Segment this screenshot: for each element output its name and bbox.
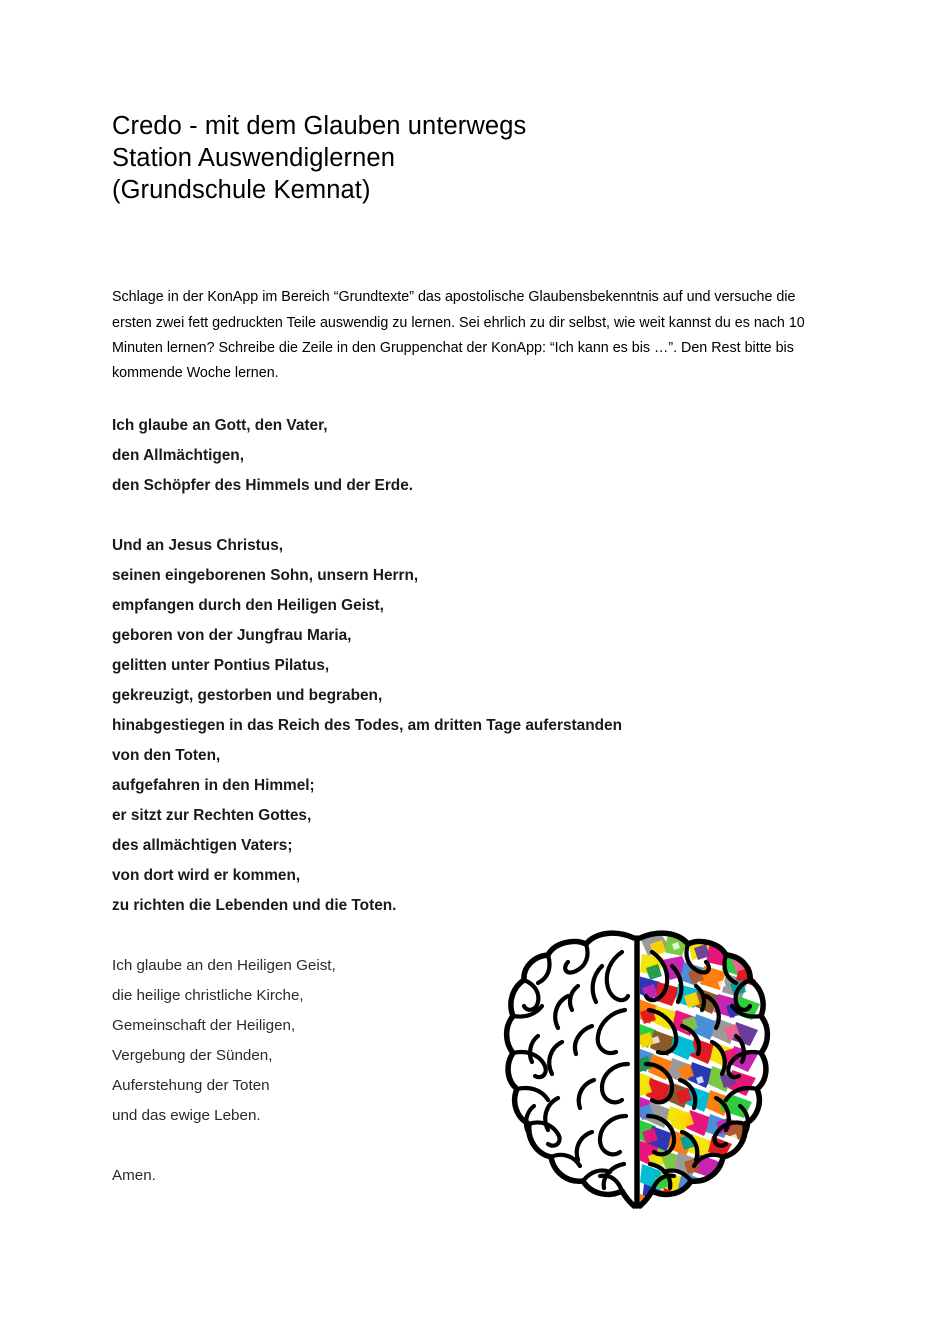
title-line-1: Credo - mit dem Glauben unterwegs [112, 112, 527, 140]
creed-line: Ich glaube an den Heiligen Geist, [112, 957, 336, 974]
creed-line: die heilige christliche Kirche, [112, 987, 304, 1004]
creed-line: von den Toten, [112, 747, 221, 764]
creed-line: Amen. [112, 1167, 156, 1184]
creed-line: von dort wird er kommen, [112, 867, 301, 884]
creed-line: zu richten die Lebenden und die Toten. [112, 897, 397, 914]
creed-line: gekreuzigt, gestorben und begraben, [112, 687, 383, 704]
creed-line: geboren von der Jungfrau Maria, [112, 627, 352, 644]
brain-hemispheres-illustration [482, 926, 792, 1218]
creed-line: Ich glaube an Gott, den Vater, [112, 417, 328, 434]
creed-line: hinabgestiegen in das Reich des Todes, am dritten Tage auferstanden [112, 717, 622, 734]
creed-line: den Schöpfer des Himmels und der Erde. [112, 477, 414, 494]
creed-line: gelitten unter Pontius Pilatus, [112, 657, 330, 674]
title-line-2: Station Auswendiglernen [112, 144, 395, 172]
title-line-3: (Grundschule Kemnat) [112, 176, 371, 204]
creed-line: Auferstehung der Toten [112, 1077, 270, 1094]
creed-line: seinen eingeborenen Sohn, unsern Herrn, [112, 567, 419, 584]
creed-line: Gemeinschaft der Heiligen, [112, 1017, 296, 1034]
creed-stanza-1 [112, 411, 872, 501]
creed-line: er sitzt zur Rechten Gottes, [112, 807, 312, 824]
creed-line: des allmächtigen Vaters; [112, 837, 293, 854]
creed-line: empfangen durch den Heiligen Geist, [112, 597, 384, 614]
intro-paragraph: Schlage in der KonApp im Bereich “Grundtexte” das apostolische Glaubensbekenntnis auf und versuche die ersten zwei fett gedruckten Teile auswendig zu lernen. Sei ehrlich zu dir selbst, wie weit kannst du es nach 10 Minuten lernen? Schreibe die Zeile in den Gruppenchat der KonApp: “Ich kann es bis …”. Den Rest bitte bis kommende Woche lernen. [112, 289, 805, 381]
creed-line: und das ewige Leben. [112, 1107, 261, 1124]
creed-stanza-2 [112, 531, 872, 921]
creed-line: Vergebung der Sünden, [112, 1047, 273, 1064]
creed-line: aufgefahren in den Himmel; [112, 777, 315, 794]
creed-line: Und an Jesus Christus, [112, 537, 284, 554]
page-title [112, 110, 872, 206]
creed-line: den Allmächtigen, [112, 447, 244, 464]
